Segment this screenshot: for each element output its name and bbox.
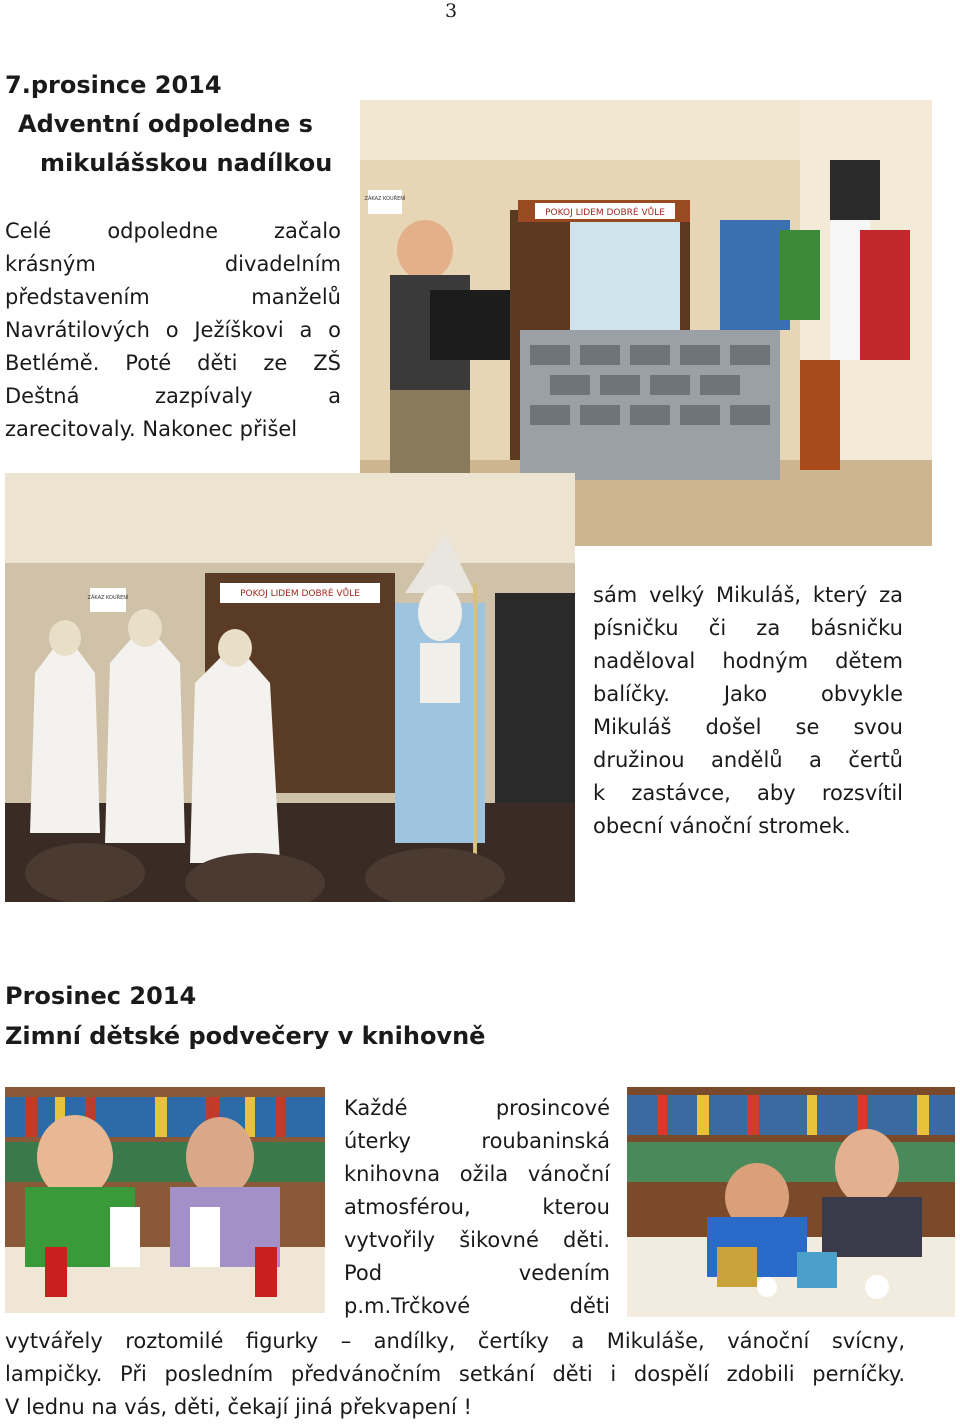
text-line: obecní vánoční stromek. xyxy=(593,814,851,838)
text-line: písničku či za básničku xyxy=(593,616,903,640)
text-line: Navrátilových o Ježíškovi a o xyxy=(5,318,341,342)
text-line: Betlémě. Poté děti ze ZŠ xyxy=(5,351,341,375)
section1-title-line2: Adventní odpoledne s xyxy=(18,110,313,138)
text-line: atmosférou, kterou xyxy=(344,1195,610,1219)
text-line: lampičky. Při posledním předvánočním setkání děti i dospělí zdobili perníčky. xyxy=(5,1362,905,1386)
text-line: Mikuláš došel se svou xyxy=(593,715,903,739)
text-line: zarecitovaly. Nakonec přišel xyxy=(5,417,298,441)
page-number: 3 xyxy=(445,0,458,22)
text-line: balíčky. Jako obvykle xyxy=(593,682,903,706)
photo-saint-nicholas xyxy=(5,473,575,902)
text-line: knihovna ožila vánoční xyxy=(344,1162,610,1186)
text-line: Každé prosincové xyxy=(344,1096,610,1120)
text-line: vytvářely roztomilé figurky – andílky, čertíky a Mikuláše, vánoční svícny, xyxy=(5,1329,905,1353)
text-line: vytvořily šikovné děti. xyxy=(344,1228,610,1252)
text-line: Deštná zazpívaly a xyxy=(5,384,341,408)
section2-paragraph-a xyxy=(344,1092,610,1323)
text-line: sám velký Mikuláš, který za xyxy=(593,583,903,607)
text-line: Pod vedením xyxy=(344,1261,610,1285)
text-line: družinou andělů a čertů xyxy=(593,748,903,772)
text-line: p.m.Trčkové děti xyxy=(344,1294,610,1318)
section2-paragraph-b xyxy=(5,1325,905,1424)
text-line: představením manželů xyxy=(5,285,341,309)
text-line: V lednu na vás, děti, čekají jiná překvapení ! xyxy=(5,1395,472,1419)
photo-library-children xyxy=(5,1087,325,1313)
sign-text: POKOJ LIDEM DOBRÉ VŮLE xyxy=(240,589,360,599)
text-line: úterky roubaninská xyxy=(344,1129,610,1153)
section2-title-line2: Zimní dětské podvečery v knihovně xyxy=(5,1022,486,1050)
photo-library-boys xyxy=(627,1087,955,1317)
label-text: ZÁKAZ KOUŘENÍ xyxy=(364,196,406,202)
text-line: krásným divadelním xyxy=(5,252,341,276)
text-line: Celé odpoledne začalo xyxy=(5,219,341,243)
section1-title-line3: mikulášskou nadílkou xyxy=(40,149,333,177)
section2-title-line1: Prosinec 2014 xyxy=(5,982,197,1010)
sign-text: POKOJ LIDEM DOBRÉ VŮLE xyxy=(545,208,665,218)
text-line: k zastávce, aby rozsvítil xyxy=(593,781,903,805)
section1-paragraph-b xyxy=(593,579,903,843)
section1-paragraph-a xyxy=(5,215,341,446)
text-line: naděloval hodným dětem xyxy=(593,649,903,673)
section1-title-line1: 7.prosince 2014 xyxy=(5,71,222,99)
label-text: ZÁKAZ KOUŘENÍ xyxy=(87,595,129,601)
